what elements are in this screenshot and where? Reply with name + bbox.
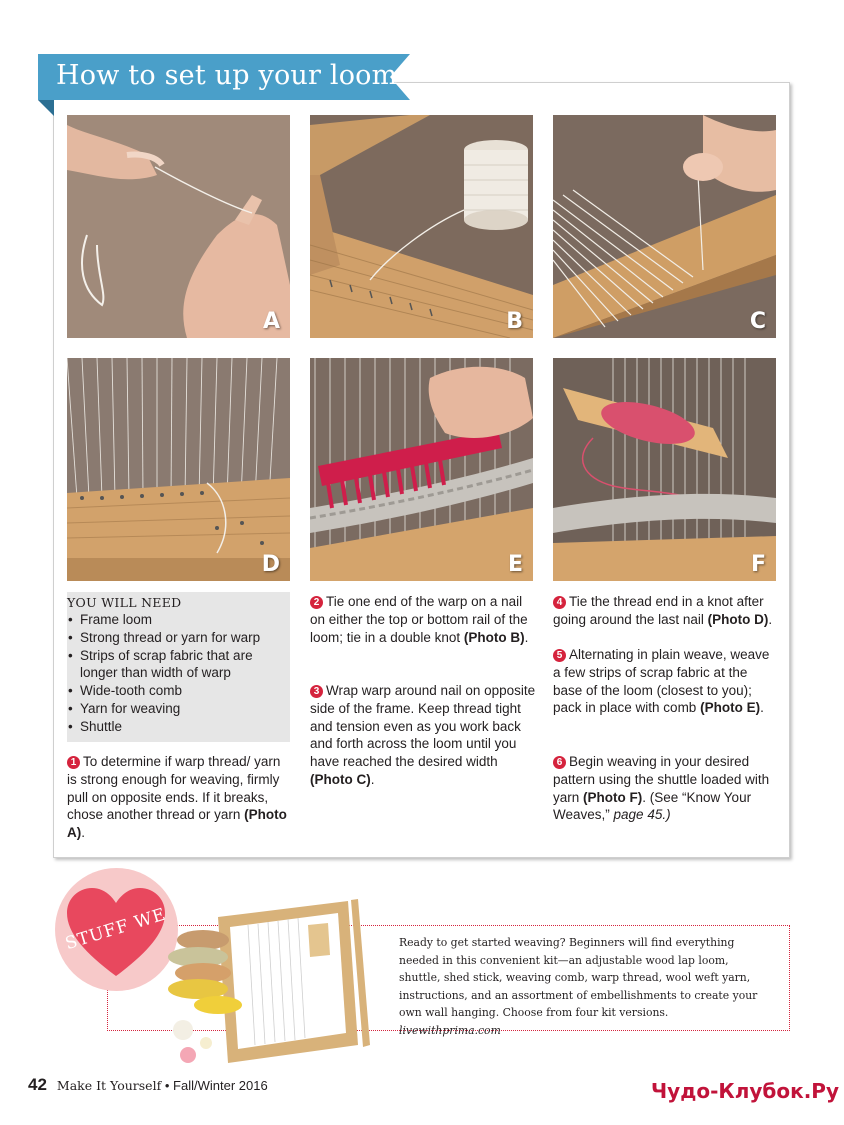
photo-label: E [507, 552, 523, 577]
kit-description-text: Ready to get started weaving? Beginners will find everything needed in this convenient kit—an adjustable wood lap loom, shuttle, shed stick, weaving comb, warp thread, wool weft yarn, instructions, and an assortment of embellishments to create your own wall hanging. Choose from four kit versions. [399, 936, 758, 1020]
issue-label: Fall/Winter 2016 [173, 1078, 268, 1093]
publication-name: Make It Yourself [56, 1078, 162, 1093]
photo-reference: (Photo E) [700, 700, 761, 716]
page-title: How to set up your loom [56, 60, 398, 91]
step-2 [310, 593, 535, 646]
page-footer [28, 1075, 268, 1095]
stuff-we-love-badge: STUFF WE [63, 904, 169, 955]
photo-reference: (Photo F) [583, 789, 643, 805]
supply-item: • Strips of scrap fabric that are longer than width of warp [67, 647, 280, 683]
step-number-badge: 2 [310, 596, 323, 609]
photo-e [310, 358, 533, 581]
step-number-badge: 4 [553, 596, 566, 609]
photo-b [310, 115, 533, 338]
step-text: Tie one end of the warp on a nail on either the top or bottom rail of the loom; tie in a double knot [310, 594, 528, 645]
step-text-end: . (See “Know Your Weaves,” [553, 789, 752, 823]
step-number-badge: 5 [553, 649, 566, 662]
photo-label: C [749, 309, 766, 334]
photo-reference: (Photo D) [707, 611, 769, 627]
step-number-badge: 1 [67, 756, 80, 769]
step-text-end: . [81, 825, 86, 841]
supplies-list [67, 611, 280, 736]
photo-f [553, 358, 776, 581]
kit-website-link[interactable]: livewithprima.com [399, 1023, 501, 1037]
step-text-end: . [370, 771, 375, 787]
photo-c [553, 115, 776, 338]
step-5 [553, 646, 771, 717]
footer-separator: • [164, 1078, 170, 1093]
step-text-end: . [768, 611, 773, 627]
supply-item: • Strong thread or yarn for warp [67, 629, 280, 647]
step-1 [67, 753, 292, 842]
photo-label: B [506, 309, 523, 334]
photo-d [67, 358, 290, 581]
supply-item: • Yarn for weaving [67, 700, 280, 718]
photo-a [67, 115, 290, 338]
supply-item: • Frame loom [67, 611, 280, 629]
photo-label: A [262, 309, 280, 334]
photo-label: F [750, 552, 766, 577]
photo-reference: (Photo C) [310, 771, 371, 787]
page-reference: page 45.) [613, 807, 671, 823]
step-text: To determine if warp thread/ yarn is strong enough for weaving, firmly pull on opposite ends. If it breaks, chose another thread or yarn [67, 754, 281, 823]
step-number-badge: 6 [553, 756, 566, 769]
step-text: Tie the thread end in a knot after going around the last nail [553, 594, 764, 627]
weaving-kit-image [158, 895, 390, 1070]
step-4 [553, 593, 779, 629]
step-6 [553, 753, 771, 824]
watermark: Чудо-Клубок.Ру [651, 1079, 839, 1103]
step-text-end: . [524, 629, 529, 645]
photo-label: D [261, 552, 280, 577]
supply-item: • Wide-tooth comb [67, 682, 280, 700]
supply-item: • Shuttle [67, 718, 280, 736]
kit-description [399, 934, 771, 1040]
step-text: Begin weaving in your desired pattern using the shuttle loaded with yarn [553, 754, 770, 805]
step-text: Wrap warp around nail on opposite side of the frame. Keep thread tight and tension even as you work back and forth across the loom until you have reached the desired width [310, 683, 536, 770]
you-will-need-box [67, 592, 290, 742]
title-banner [38, 54, 410, 100]
step-3 [310, 682, 536, 789]
step-text-end: . [760, 700, 764, 716]
photo-reference: (Photo A) [67, 807, 287, 841]
step-text: Alternating in plain weave, weave a few strips of scrap fabric at the base of the loom (closest to you); pack in place with comb [553, 647, 770, 716]
step-number-badge: 3 [310, 685, 323, 698]
you-will-need-heading: YOU WILL NEED [67, 595, 182, 610]
photo-reference: (Photo B) [463, 629, 525, 645]
page-number: 42 [28, 1075, 47, 1094]
